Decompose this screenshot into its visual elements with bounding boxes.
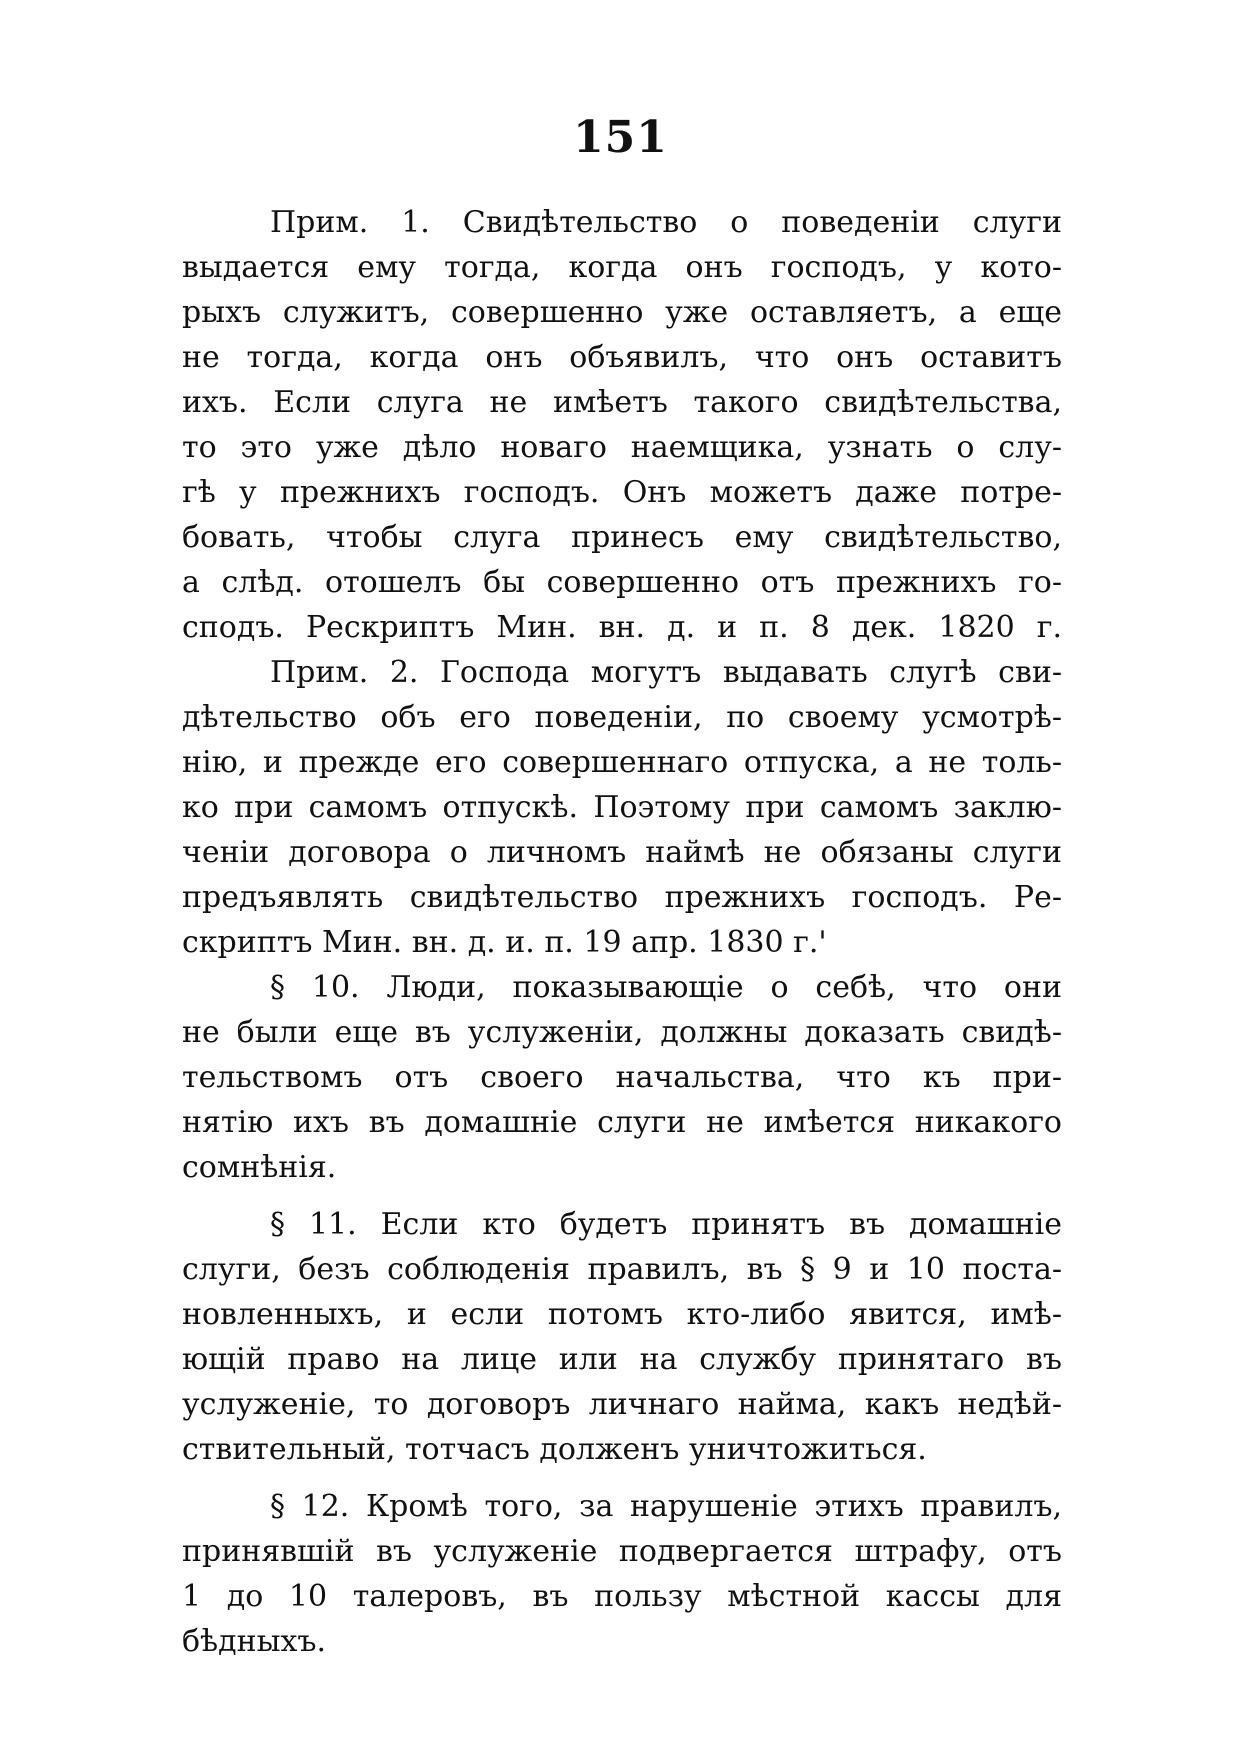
text-line: дѣтельство объ его поведенiи, по своему усмотрѣ- bbox=[182, 700, 1062, 735]
text-line: принявшiй въ услуженiе подвергается штрафу, отъ bbox=[182, 1534, 1062, 1569]
text-line: Прим. 1. Свидѣтельство о поведенiи слуги bbox=[270, 205, 1062, 240]
text-line: 1 до 10 талеровъ, въ пользу мѣстной кассы для bbox=[182, 1579, 1062, 1614]
text-line: сподъ. Рескриптъ Мин. вн. д. и п. 8 дек. 1820 г. bbox=[182, 610, 1062, 645]
text-line: ченiи договора о личномъ наймѣ не обязаны слуги bbox=[182, 835, 1062, 870]
text-line: не тогда, когда онъ объявилъ, что онъ оставитъ bbox=[182, 340, 1062, 375]
text-line: новленныхъ, и если потомъ кто-либо явится, имѣ- bbox=[182, 1297, 1062, 1332]
text-line: ствительный, тотчасъ долженъ уничтожиться. bbox=[182, 1432, 927, 1467]
text-line: ющiй право на лице или на службу принятаго въ bbox=[182, 1342, 1062, 1377]
text-line: сомнѣнiя. bbox=[182, 1150, 337, 1185]
text-line: не были еще въ услуженiи, должны доказать свидѣ- bbox=[182, 1015, 1062, 1050]
text-line: услуженiе, то договоръ личнаго найма, какъ недѣй- bbox=[182, 1387, 1062, 1422]
text-line: то это уже дѣло новаго наемщика, узнать о слу- bbox=[182, 430, 1062, 465]
paragraph-section-11 bbox=[182, 1202, 1062, 1472]
text-line: гѣ у прежнихъ господъ. Онъ можетъ даже потре- bbox=[182, 475, 1062, 510]
paragraph-note-2 bbox=[182, 650, 1062, 965]
text-line: ихъ. Если слуга не имѣетъ такого свидѣтельства, bbox=[182, 385, 1062, 420]
text-line: слуги, безъ соблюденiя правилъ, въ § 9 и 10 поста- bbox=[182, 1252, 1062, 1287]
page-number: 151 bbox=[573, 112, 668, 163]
paragraph-gap bbox=[182, 1472, 1062, 1484]
text-line: § 11. Если кто будетъ принятъ въ домашнiе bbox=[270, 1207, 1062, 1242]
text-line: выдается ему тогда, когда онъ господъ, у кото- bbox=[182, 250, 1062, 285]
text-line: рыхъ служитъ, совершенно уже оставляетъ, а еще bbox=[182, 295, 1062, 330]
text-line: ко при самомъ отпускѣ. Поэтому при самомъ заклю- bbox=[182, 790, 1062, 825]
text-line: скриптъ Мин. вн. д. и. п. 19 апр. 1830 г.' bbox=[182, 925, 827, 960]
text-line: бѣдныхъ. bbox=[182, 1624, 327, 1659]
paragraph-note-1 bbox=[182, 200, 1062, 650]
text-line: Прим. 2. Господа могутъ выдавать слугѣ сви- bbox=[270, 655, 1062, 690]
text-line: а слѣд. отошелъ бы совершенно отъ прежнихъ го- bbox=[182, 565, 1062, 600]
page-body bbox=[182, 200, 1062, 1664]
paragraph-gap bbox=[182, 1190, 1062, 1202]
text-line: предъявлять свидѣтельство прежнихъ господъ. Ре- bbox=[182, 880, 1062, 915]
text-line: бовать, чтобы слуга принесъ ему свидѣтельство, bbox=[182, 520, 1062, 555]
text-line: нятiю ихъ въ домашнiе слуги не имѣется никакого bbox=[182, 1105, 1062, 1140]
paragraph-section-10 bbox=[182, 965, 1062, 1190]
text-line: нiю, и прежде его совершеннаго отпуска, а не толь- bbox=[182, 745, 1062, 780]
text-line: тельствомъ отъ своего начальства, что къ при- bbox=[182, 1060, 1062, 1095]
paragraph-section-12 bbox=[182, 1484, 1062, 1664]
text-line: § 10. Люди, показывающiе о себѣ, что они bbox=[270, 970, 1062, 1005]
text-line: § 12. Кромѣ того, за нарушенiе этихъ правилъ, bbox=[270, 1489, 1062, 1524]
